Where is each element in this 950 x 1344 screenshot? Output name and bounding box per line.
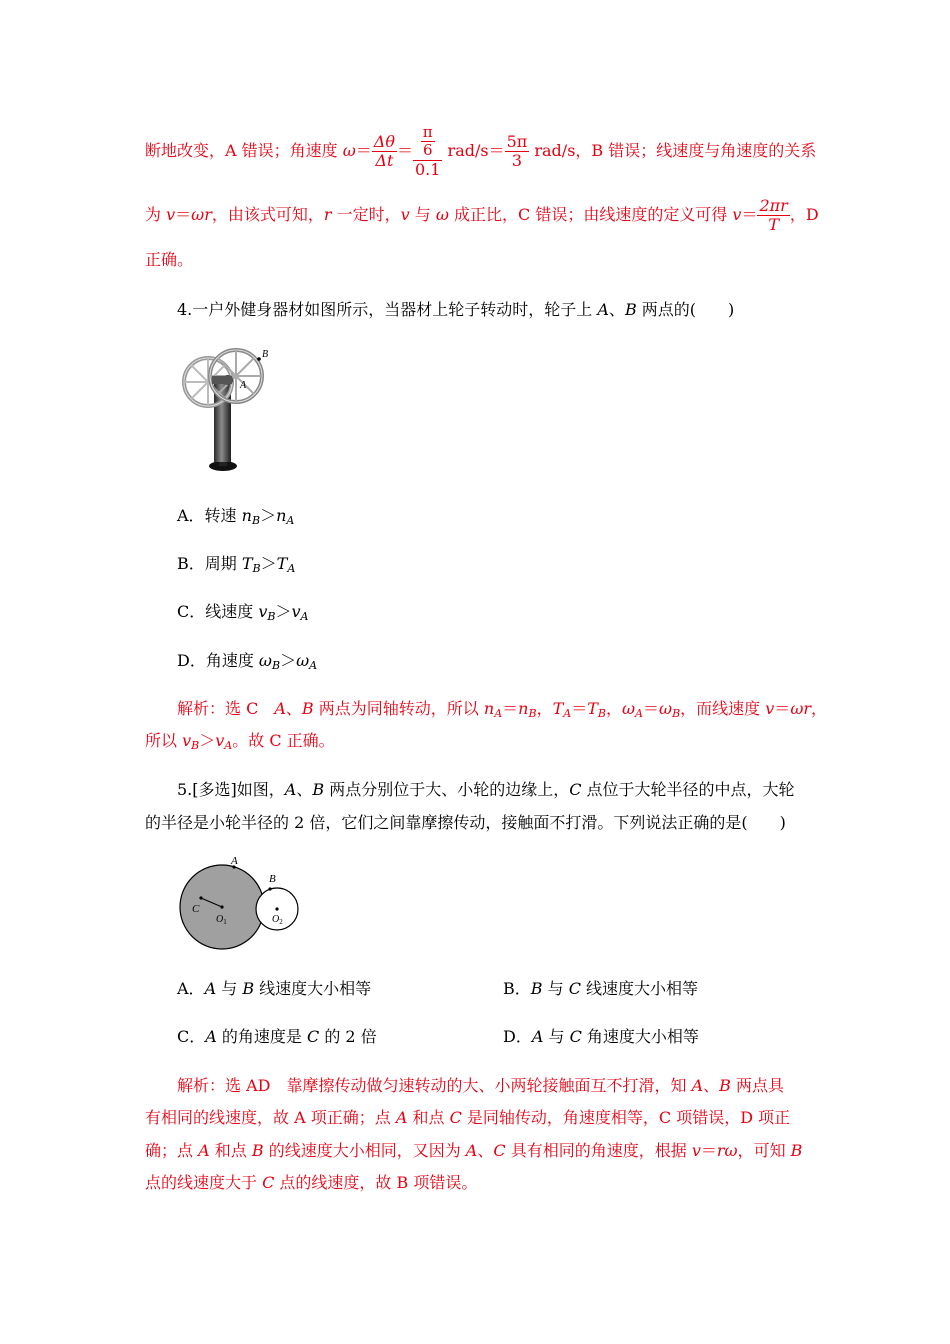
q5-solution-line-3: 确；点 A 和点 B 的线速度大小相同，又因为 A、C 具有相同的角速度，根据 v＝rω，可知 B: [145, 1141, 803, 1160]
label-O2: $O_2$: [272, 914, 283, 926]
fraction-5pi-3: $\frac{5\pi}{3}$: [506, 131, 528, 170]
prev-solution-line-2: 为 v＝ωr，由该式可知，r 一定时，v 与 ω 成正比，C 错误；由线速度的定义可得 v＝ $\frac{2\pi r}{T}$ ，D: [145, 195, 819, 234]
q5-stem-line-1: 5.[多选]如图，A、B 两点分别位于大、小轮的边缘上，C 点位于大轮半径的中点，大轮: [177, 780, 795, 799]
q5-option-d[interactable]: D．A 与 C 角速度大小相等: [503, 1027, 699, 1046]
q4-option-a[interactable]: A．转速 $n_B>n_A$: [177, 506, 295, 527]
q5-solution-line-4: 点的线速度大于 C 点的线速度，故 B 项错误。: [145, 1173, 478, 1192]
q4-stem: 4.一户外健身器材如图所示，当器材上轮子转动时，轮子上 A、B 两点的( ): [177, 300, 735, 319]
q4-option-d[interactable]: D．角速度 $\omega_B>\omega_A$: [177, 651, 318, 672]
label-B: B: [269, 873, 276, 885]
label-O1: $O_1$: [216, 914, 227, 926]
fitness-equipment-figure: [178, 342, 288, 474]
q4-solution-line-2: 所以 $v_B>v_A$。故 C 正确。: [145, 731, 335, 752]
fraction-dtheta-dt: $\frac{\Delta\theta}{\Delta t}$: [373, 131, 395, 170]
label-B: B: [262, 349, 269, 360]
q4-option-b[interactable]: B．周期 $T_B>T_A$: [177, 554, 296, 575]
label-C: C: [192, 903, 200, 915]
fraction-2pir-T: $\frac{2\pi r}{T}$: [759, 195, 788, 234]
friction-wheels-figure: [172, 852, 307, 952]
fraction-pi6-over-01: $\frac{\frac{\pi}{6}}{0.1}$: [415, 123, 441, 179]
q5-option-a[interactable]: A．A 与 B 线速度大小相等: [177, 979, 372, 998]
label-A: A: [231, 855, 238, 867]
q4-option-c[interactable]: C．线速度 $v_B>v_A$: [177, 602, 309, 623]
q5-stem-line-2: 的半径是小轮半径的 2 倍，它们之间靠摩擦传动，接触面不打滑。下列说法正确的是( ): [145, 813, 786, 832]
prev-solution-line-3: 正确。: [145, 250, 194, 269]
q5-solution-line-2: 有相同的线速度，故 A 项正确；点 A 和点 C 是同轴传动，角速度相等，C 项错误，D 项正: [145, 1108, 791, 1127]
label-A: A: [240, 380, 247, 391]
prev-solution-line-1: 断地改变，A 错误；角速度 ω＝ $\frac{\Delta\theta}{\Delta t}$ ＝ $\frac{\frac{\pi}{6}}{0.1}$ rad/s＝ $\frac{5\pi}{3}$ rad/s，B 错误；线速度与角速度的关系: [145, 123, 817, 179]
q5-option-c[interactable]: C．A 的角速度是 C 的 2 倍: [177, 1027, 377, 1046]
q5-solution-line-1: 解析：选 AD 靠摩擦传动做匀速转动的大、小两轮接触面互不打滑，知 A、B 两点具: [177, 1076, 784, 1095]
q5-option-b[interactable]: B．B 与 C 线速度大小相等: [503, 979, 699, 998]
q4-solution-line-1: 解析：选 C A、B 两点为同轴转动，所以 $n_A=n_B$，$T_A=T_B$，$\omega_A=\omega_B$，而线速度 v＝ωr，: [177, 699, 828, 720]
